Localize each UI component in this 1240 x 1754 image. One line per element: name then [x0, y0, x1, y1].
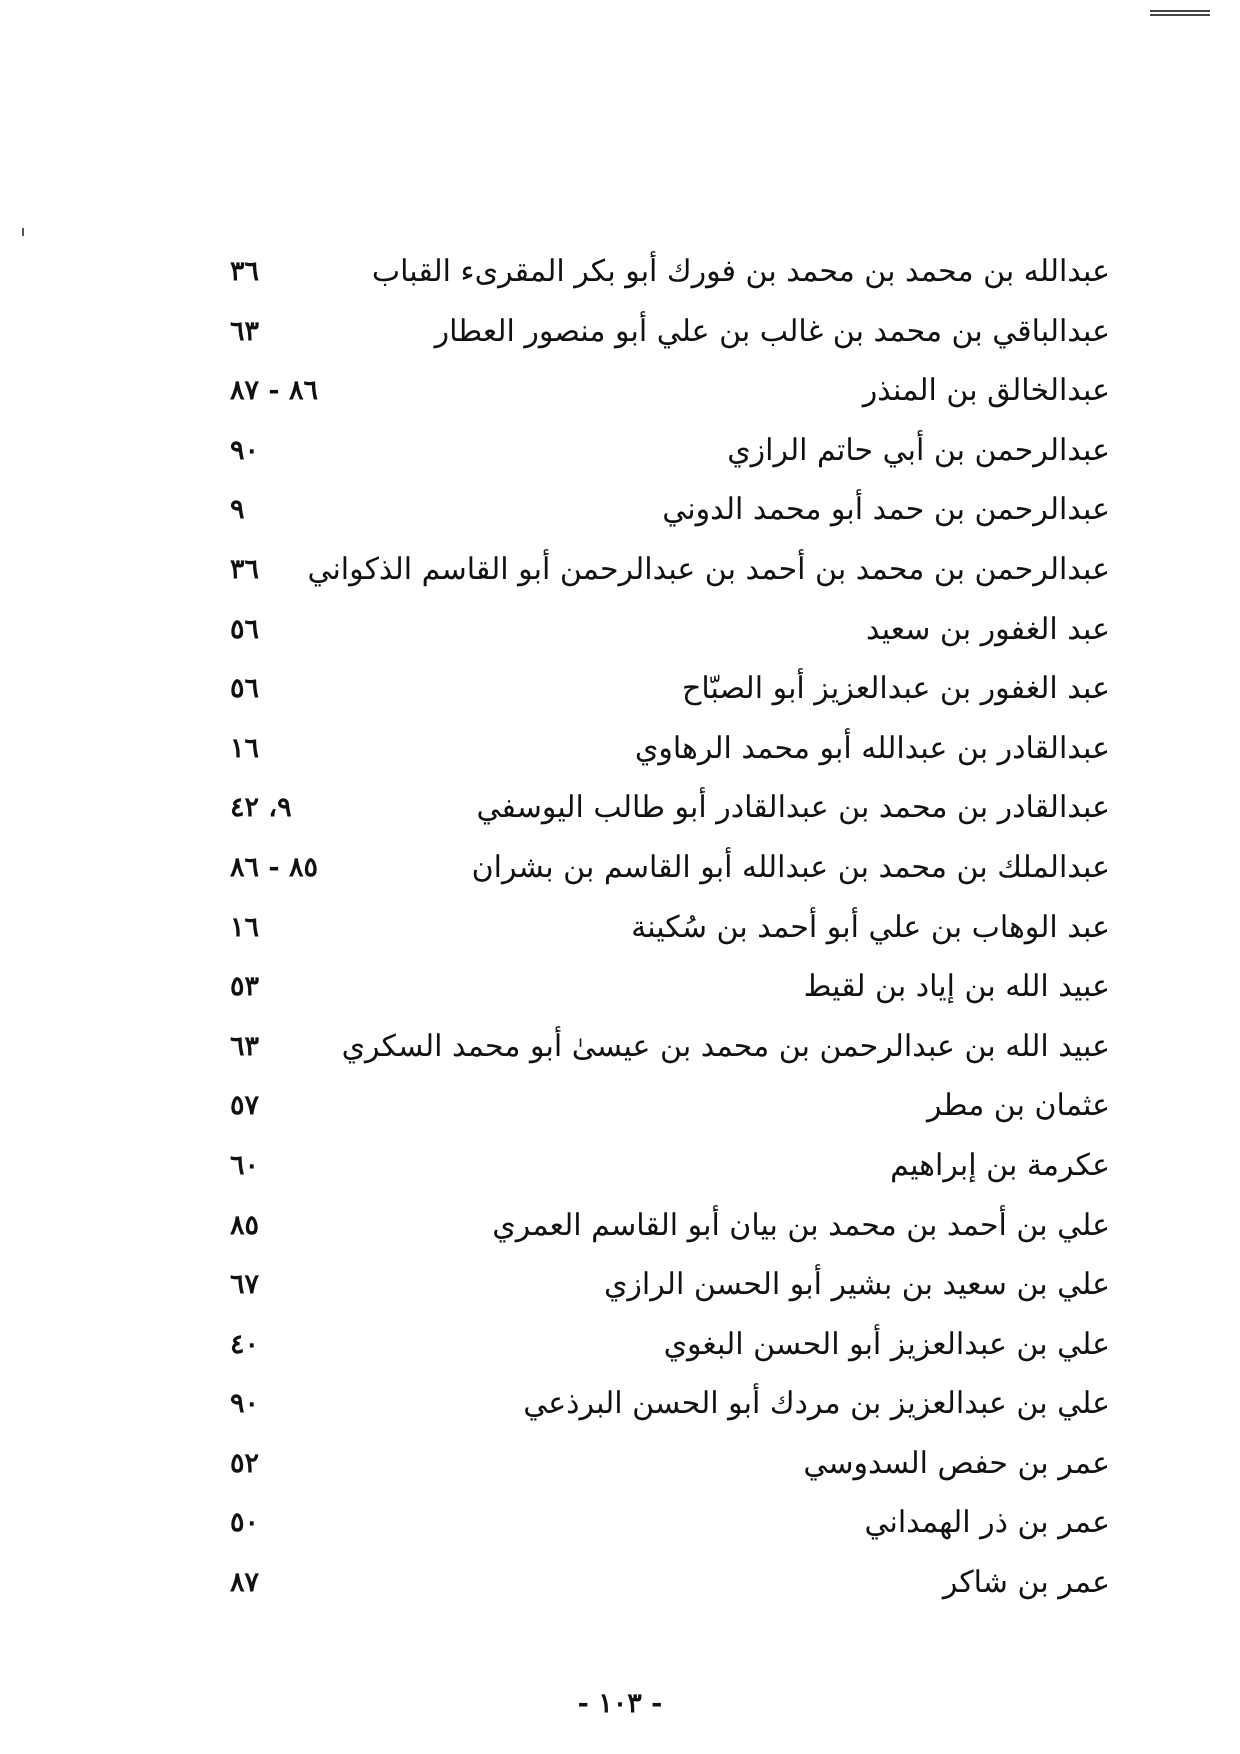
index-entry: [230, 610, 1110, 670]
entry-pages: ٦٣: [230, 315, 260, 347]
entry-name: عبدالقادر بن محمد بن عبدالقادر أبو طالب اليوسفي: [476, 790, 1110, 826]
entry-name: عبد الغفور بن عبدالعزيز أبو الصبّاح: [681, 671, 1110, 707]
index-entry: [230, 729, 1110, 789]
entry-pages: ٥٠: [230, 1507, 260, 1539]
entry-name: عبيد الله بن عبدالرحمن بن محمد بن عيسىٰ أبو محمد السكري: [341, 1028, 1110, 1064]
entry-pages: ٥٦: [230, 673, 260, 705]
name-index-list: [230, 252, 1110, 1623]
entry-name: علي بن أحمد بن محمد بن بيان أبو القاسم العمري: [492, 1207, 1110, 1243]
entry-name: عمر بن حفص السدوسي: [803, 1445, 1110, 1481]
index-entry: [230, 1206, 1110, 1266]
entry-pages: ٥٢: [230, 1447, 260, 1479]
entry-name: عبد الوهاب بن علي أبو أحمد بن سُكينة: [631, 909, 1110, 945]
entry-name: علي بن عبدالعزيز أبو الحسن البغوي: [663, 1326, 1110, 1362]
index-entry: [230, 490, 1110, 550]
entry-pages: ٥٦: [230, 613, 260, 645]
index-entry: [230, 1503, 1110, 1563]
entry-name: عبدالخالق بن المنذر: [862, 373, 1110, 409]
entry-pages: ٨٥: [230, 1209, 260, 1241]
index-entry: [230, 1265, 1110, 1325]
index-entry: [230, 371, 1110, 431]
entry-pages: ٤٠: [230, 1328, 260, 1360]
entry-name: عبد الغفور بن سعيد: [865, 611, 1110, 647]
index-entry: [230, 431, 1110, 491]
entry-name: عبدالباقي بن محمد بن غالب بن علي أبو منصور العطار: [434, 313, 1110, 349]
header-rule: [1150, 10, 1210, 12]
entry-pages: ٨٧: [230, 1567, 260, 1599]
index-entry: [230, 788, 1110, 848]
index-entry: [230, 1384, 1110, 1444]
entry-pages: ٣٦: [230, 553, 260, 585]
page-number: - ١٠٣ -: [577, 1688, 663, 1719]
index-entry: [230, 312, 1110, 372]
entry-pages: ٥٣: [230, 971, 260, 1003]
entry-name: عبدالرحمن بن محمد بن أحمد بن عبدالرحمن أبو القاسم الذكواني: [307, 551, 1110, 587]
entry-pages: ٦٧: [230, 1269, 260, 1301]
entry-pages: ٨٥ - ٨٦: [230, 851, 319, 883]
index-entry: [230, 1146, 1110, 1206]
index-entry: [230, 908, 1110, 968]
entry-pages: ٩: [230, 494, 245, 526]
entry-pages: ٩٠: [230, 434, 260, 466]
index-entry: [230, 1027, 1110, 1087]
entry-pages: ٣٦: [230, 256, 260, 287]
entry-name: عمر بن شاكر: [942, 1565, 1110, 1601]
index-entry: [230, 1086, 1110, 1146]
entry-name: عبدالملك بن محمد بن عبدالله أبو القاسم بن بشران: [471, 849, 1110, 885]
index-entry: [230, 1444, 1110, 1504]
index-entry: [230, 1563, 1110, 1623]
entry-pages: ٦٣: [230, 1030, 260, 1062]
index-entry: [230, 550, 1110, 610]
entry-name: عبدالله بن محمد بن محمد بن فورك أبو بكر المقرىء القباب: [371, 254, 1110, 289]
index-entry: [230, 1325, 1110, 1385]
entry-pages: ٥٧: [230, 1090, 260, 1122]
index-entry: [230, 967, 1110, 1027]
header-rule-secondary: [1150, 14, 1210, 16]
entry-name: عبدالقادر بن عبدالله أبو محمد الرهاوي: [634, 730, 1110, 766]
entry-pages: ٨٦ - ٨٧: [230, 375, 319, 407]
entry-pages: ٩٠: [230, 1388, 260, 1420]
entry-name: عكرمة بن إبراهيم: [890, 1147, 1110, 1183]
entry-name: عبيد الله بن إياد بن لقيط: [803, 969, 1110, 1005]
entry-pages: ٦٠: [230, 1149, 260, 1181]
margin-mark: [22, 228, 24, 236]
entry-pages: ١٦: [230, 732, 260, 764]
index-entry: [230, 848, 1110, 908]
entry-pages: ١٦: [230, 911, 260, 943]
entry-name: عبدالرحمن بن حمد أبو محمد الدوني: [662, 492, 1110, 528]
index-entry: [230, 669, 1110, 729]
index-entry: [230, 252, 1110, 312]
entry-pages: ٩، ٤٢: [230, 792, 292, 824]
entry-name: علي بن عبدالعزيز بن مردك أبو الحسن البرذعي: [523, 1386, 1110, 1422]
entry-name: علي بن سعيد بن بشير أبو الحسن الرازي: [603, 1267, 1110, 1303]
entry-name: عثمان بن مطر: [927, 1088, 1110, 1124]
entry-name: عمر بن ذر الهمداني: [864, 1505, 1110, 1541]
entry-name: عبدالرحمن بن أبي حاتم الرازي: [727, 432, 1110, 468]
